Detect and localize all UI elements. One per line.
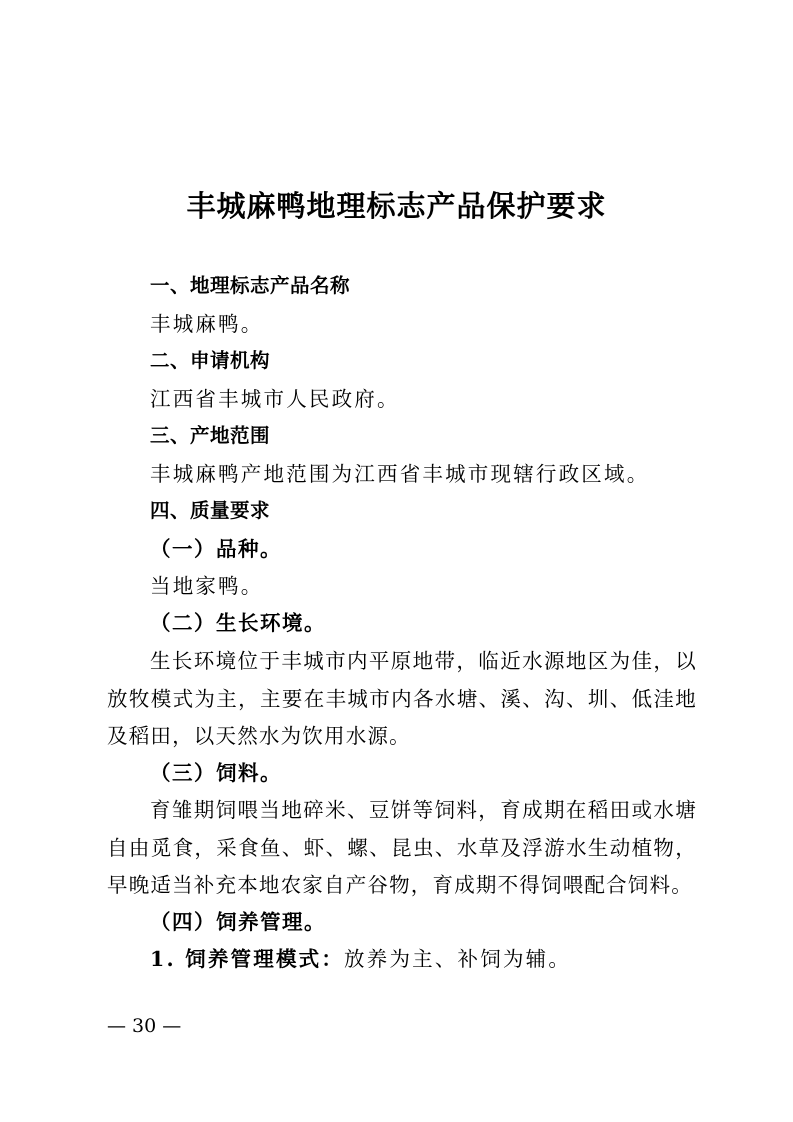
subsection-heading-breed: （一）品种。 — [150, 537, 282, 561]
subsection-body-breed: 当地家鸭。 — [150, 574, 264, 598]
subsection-body-feed: 育雏期饲喂当地碎米、豆饼等饲料，育成期在稻田或水塘自由觅食，采食鱼、虾、螺、昆虫、水草及浮游水生动植物，早晚适当补充本地农家自产谷物，育成期不得饲喂配合饲料。 — [107, 798, 697, 897]
page-number: — 30 — — [107, 1015, 182, 1037]
section-body-applicant: 江西省丰城市人民政府。 — [150, 387, 400, 411]
subsection-heading-environment: （二）生长环境。 — [150, 611, 326, 635]
section-heading-production-area: 三、产地范围 — [150, 424, 271, 447]
subsection-heading-feed: （三）饲料。 — [150, 761, 282, 785]
management-item-1-text: 放养为主、补饲为辅。 — [344, 947, 572, 971]
section-body-production-area: 丰城麻鸭产地范围为江西省丰城市现辖行政区域。 — [150, 462, 650, 486]
section-heading-applicant: 二、申请机构 — [150, 349, 271, 372]
subsection-heading-management: （四）饲养管理。 — [150, 910, 326, 934]
management-item-1 — [150, 945, 571, 973]
section-heading-product-name: 一、地理标志产品名称 — [150, 274, 351, 297]
section-heading-quality: 四、质量要求 — [150, 499, 271, 522]
document-title: 丰城麻鸭地理标志产品保护要求 — [186, 189, 607, 223]
subsection-body-environment: 生长环境位于丰城市内平原地带，临近水源地区为佳，以放牧模式为主，主要在丰城市内各水塘、溪、沟、圳、低洼地及稻田，以天然水为饮用水源。 — [107, 649, 697, 748]
section-body-product-name: 丰城麻鸭。 — [150, 312, 264, 336]
management-item-1-label: 1. 饲养管理模式： — [150, 947, 345, 971]
